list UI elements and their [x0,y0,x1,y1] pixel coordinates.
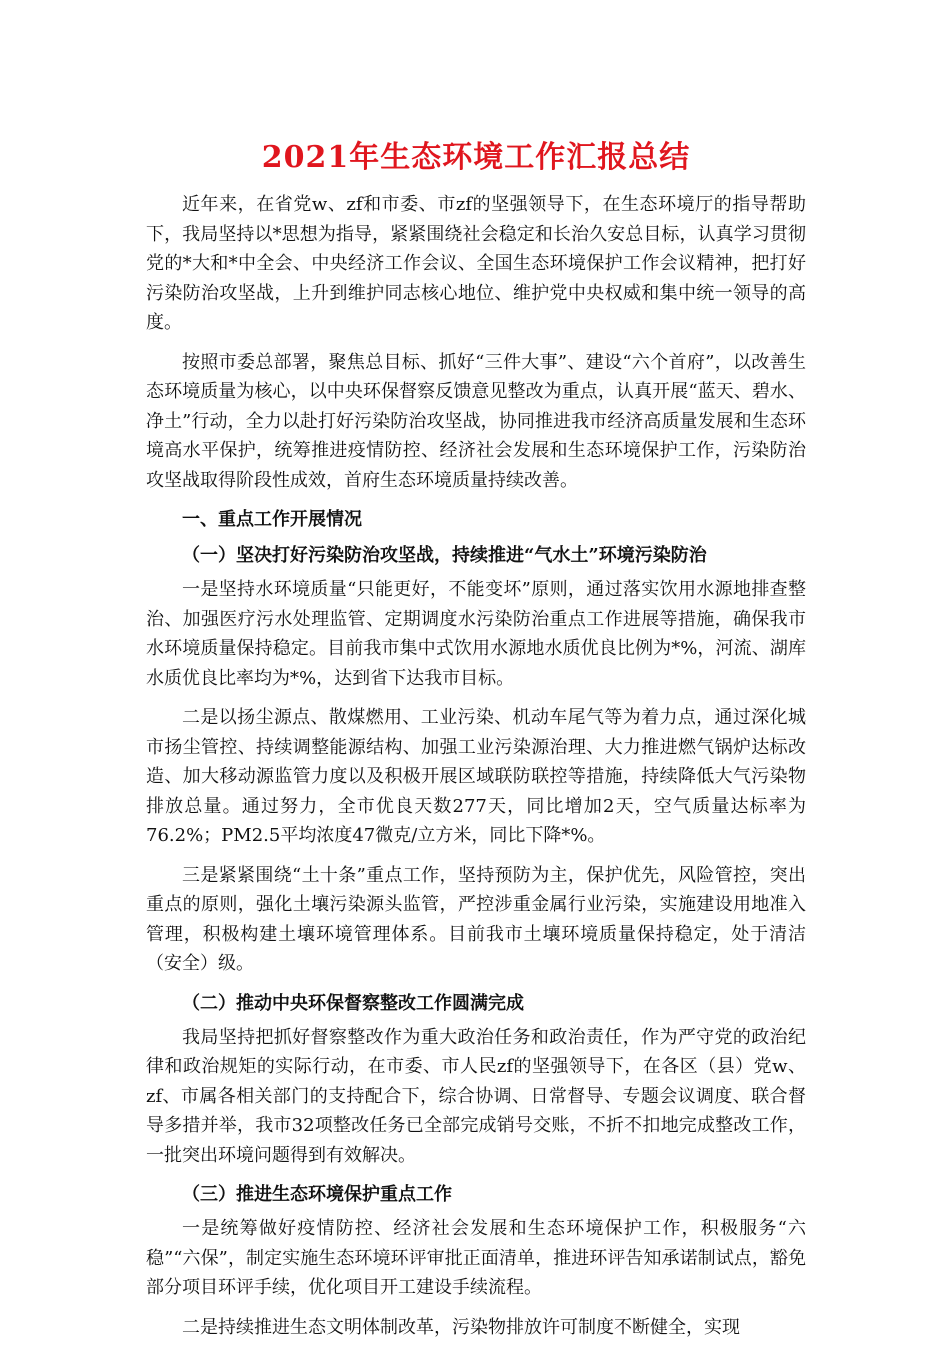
document-title: 2021年生态环境工作汇报总结 [261,140,691,175]
subsection-1-paragraph-2: 二是以扬尘源点、散煤燃用、工业污染、机动车尾气等为着力点，通过深化城市扬尘管控、持续调整能源结构、加强工业污染源治理、大力推进燃气锅炉达标改造、加大移动源监管力度以及积极开展区域联防联控等措施，持续降低大气污染物排放总量。通过努力，全市优良天数277天，同比增加2天，空气质量达标率为76.2%；PM2.5平均浓度47微克/立方米，同比下降*%。 [146,707,806,846]
subsection-heading-1: （一）坚决打好污染防治攻坚战，持续推进“气水土”环境污染防治 [182,545,707,566]
intro-paragraph-2: 按照市委总部署，聚焦总目标、抓好“三件大事”、建设“六个首府”，以改善生态环境质量为核心，以中央环保督察反馈意见整改为重点，认真开展“蓝天、碧水、净土”行动，全力以赴打好污染防治攻坚战，协同推进我市经济高质量发展和生态环境高水平保护，统筹推进疫情防控、经济社会发展和生态环境保护工作，污染防治攻坚战取得阶段性成效，首府生态环境质量持续改善。 [146,351,806,491]
subsection-3-paragraph-1: 一是统筹做好疫情防控、经济社会发展和生态环境保护工作，积极服务“六稳”“六保”，制定实施生态环境环评审批正面清单，推进环评告知承诺制试点，豁免部分项目环评手续，优化项目开工建设手续流程。 [146,1218,806,1298]
subsection-heading-2: （二）推动中央环保督察整改工作圆满完成 [182,992,524,1014]
subsection-2-paragraph-1: 我局坚持把抓好督察整改作为重大政治任务和政治责任，作为严守党的政治纪律和政治规矩的实际行动，在市委、市人民zf的坚强领导下，在各区（县）党w、zf、市属各相关部门的支持配合下，综合协调、日常督导、专题会议调度、联合督导多措并举，我市32项整改任务已全部完成销号交账，不折不扣地完成整改工作，一批突出环境问题得到有效解决。 [146,1026,806,1166]
document-page [146,138,806,1352]
subsection-1-paragraph-1: 一是坚持水环境质量“只能更好，不能变坏”原则，通过落实饮用水源地排查整治、加强医疗污水处理监管、定期调度水污染防治重点工作进展等措施，确保我市水环境质量保持稳定。目前我市集中式饮用水源地水质优良比例为*%，河流、湖库水质优良比率均为*%，达到省下达我市目标。 [146,579,806,689]
subsection-heading-3: （三）推进生态环境保护重点工作 [182,1184,452,1205]
intro-paragraph-1: 近年来，在省党w、zf和市委、市zf的坚强领导下，在生态环境厅的指导帮助下，我局坚持以*思想为指导，紧紧围绕社会稳定和长治久安总目标，认真学习贯彻党的*大和*中全会、中央经济工作会议、全国生态环境保护工作会议精神，把打好污染防治攻坚战，上升到维护同志核心地位、维护党中央权威和集中统一领导的高度。 [146,194,806,333]
subsection-3-paragraph-2: 二是持续推进生态文明体制改革，污染物排放许可制度不断健全，实现 [182,1316,740,1338]
section-heading-1: 一、重点工作开展情况 [182,509,362,530]
subsection-1-paragraph-3: 三是紧紧围绕“土十条”重点工作，坚持预防为主，保护优先，风险管控，突出重点的原则，强化土壤污染源头监管，严控涉重金属行业污染，实施建设用地准入管理，积极构建土壤环境管理体系。目前我市土壤环境质量保持稳定，处于清洁（安全）级。 [146,864,806,974]
